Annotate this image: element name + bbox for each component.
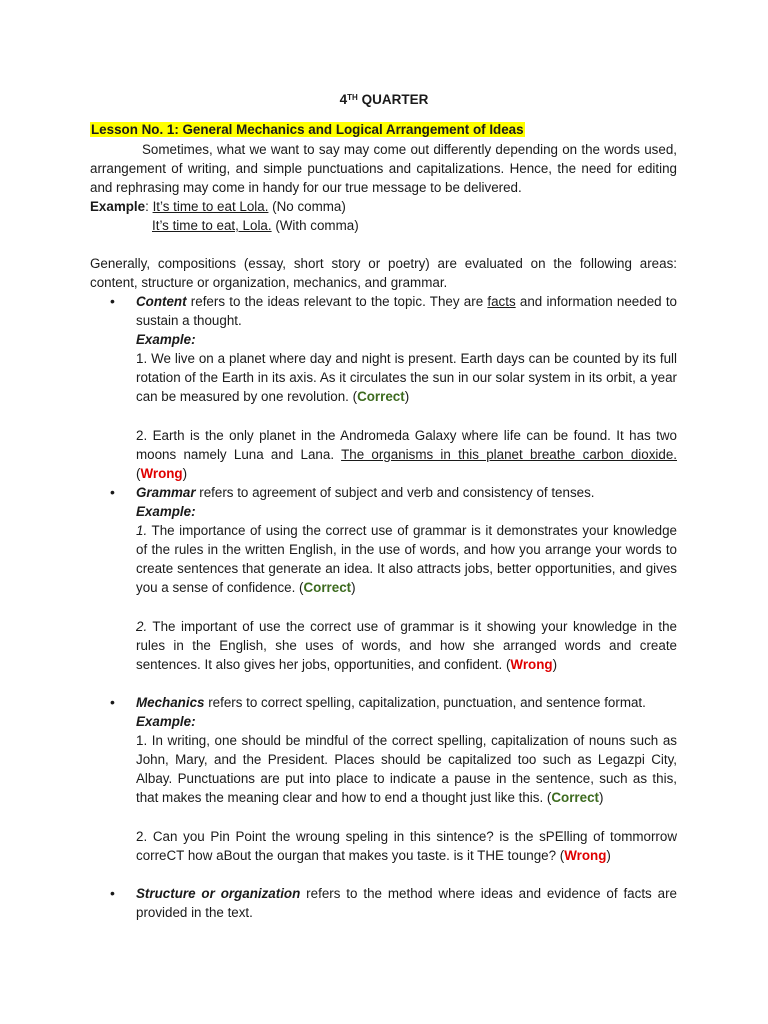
example-no-comma: It’s time to eat Lola. bbox=[152, 199, 269, 214]
title-text: QUARTER bbox=[361, 92, 429, 107]
example-with-comma-note: (With comma) bbox=[275, 218, 359, 233]
example-label: Example bbox=[90, 199, 146, 214]
wrong-label: Wrong bbox=[140, 466, 183, 481]
content-ex2-underlined: The organisms in this planet breathe carbon dioxide. bbox=[341, 447, 677, 462]
example-with-comma: It’s time to eat, Lola. bbox=[152, 218, 272, 233]
grammar-example-1 bbox=[136, 521, 677, 597]
content-example-1 bbox=[136, 349, 677, 406]
bullet-icon: • bbox=[110, 293, 115, 309]
grammar-example-2 bbox=[136, 617, 677, 674]
mechanics-term: Mechanics bbox=[136, 695, 205, 710]
content-def-underlined: facts bbox=[487, 294, 516, 309]
structure-term: Structure or organization bbox=[136, 886, 301, 901]
grammar-def: refers to agreement of subject and verb and consistency of tenses. bbox=[195, 485, 595, 500]
wrong-label: Wrong bbox=[510, 657, 553, 672]
content-def-b: and information needed to sustain a thought. bbox=[136, 294, 677, 328]
mechanics-ex1-text: 1. In writing, one should be mindful of the correct spelling, capitalization of nouns such as John, Mary, and the President. Places should be capitalized too such as Legazpi City, Albay. Punctuations are put into place to indicate a pause in the sentence, such as this, that makes the meaning clear and how to end a thought just like this. ( bbox=[136, 733, 677, 805]
content-term: Content bbox=[136, 294, 187, 309]
bullet-icon: • bbox=[110, 694, 115, 710]
wrong-label: Wrong bbox=[564, 848, 607, 863]
title-number: 4 bbox=[339, 92, 348, 107]
general-paragraph: Generally, compositions (essay, short story or poetry) are evaluated on the following areas: content, structure or organization, mechanics, and grammar. bbox=[90, 256, 677, 290]
grammar-ex1-text: The importance of using the correct use of grammar is it demonstrates your knowledge of the rules in the written English, in the use of words, and how you arrange your words to create sentences that generate an idea. It also attracts jobs, better opportunities, and gives you a sense of confidence. ( bbox=[136, 523, 677, 595]
content-ex1-text: 1. We live on a planet where day and night is present. Earth days can be counted by its full rotation of the Earth in its axis. As it circulates the sun in our solar system in its orbit, a year can be measured by one revolution. ( bbox=[136, 351, 677, 404]
grammar-ex2-text: The important of use the correct use of grammar is it showing your knowledge in the rules in the English, she uses of words, and how she arranged words and create sentences. It also gives her jobs, opportunities, and confident. ( bbox=[136, 619, 677, 672]
close-paren: ) bbox=[552, 657, 558, 672]
title-superscript: TH bbox=[347, 93, 358, 102]
grammar-example-label: Example: bbox=[136, 504, 196, 519]
mechanics-example-label: Example: bbox=[136, 714, 196, 729]
structure-def: refers to the method where ideas and evidence of facts are provided in the text. bbox=[136, 886, 677, 920]
close-paren: ) bbox=[404, 389, 410, 404]
example-line-1 bbox=[90, 197, 346, 216]
bullet-icon: • bbox=[110, 484, 115, 500]
close-paren: ) bbox=[606, 848, 611, 863]
mechanics-example-1 bbox=[136, 731, 677, 807]
mechanics-definition bbox=[136, 693, 677, 712]
content-example-label: Example: bbox=[136, 332, 196, 347]
grammar-term: Grammar bbox=[136, 485, 196, 500]
grammar-ex2-number: 2. bbox=[136, 619, 148, 634]
correct-label: Correct bbox=[357, 389, 405, 404]
correct-label: Correct bbox=[303, 580, 352, 595]
content-ex2-open: ( bbox=[136, 466, 141, 481]
mechanics-def: refers to correct spelling, capitalization, punctuation, and sentence format. bbox=[204, 695, 646, 710]
mechanics-example-2 bbox=[136, 827, 677, 865]
example-colon: : bbox=[145, 199, 149, 214]
mechanics-ex2-text: 2. Can you Pin Point the wroung speling in this sintence? is the sPElling of tommorrow correCT how aBout the ourgan that makes you taste. is it THE tounge? ( bbox=[136, 829, 677, 863]
close-paren: ) bbox=[182, 466, 188, 481]
content-ex2-text: 2. Earth is the only planet in the Andromeda Galaxy where life can be found. It has two moons namely Luna and Lana. bbox=[136, 428, 677, 462]
grammar-ex1-number: 1. bbox=[136, 523, 148, 538]
page-title bbox=[0, 92, 768, 107]
correct-label: Correct bbox=[551, 790, 599, 805]
content-example-2 bbox=[136, 426, 677, 483]
content-def-a: refers to the ideas relevant to the topic. They are bbox=[186, 294, 488, 309]
intro-paragraph: Sometimes, what we want to say may come out differently depending on the words used, arrangement of writing, and simple punctuations and capitalizations. Hence, the need for editing and rephrasing may come in handy for our true message to be delivered. bbox=[90, 142, 677, 195]
lesson-heading: Lesson No. 1: General Mechanics and Logical Arrangement of Ideas bbox=[91, 122, 524, 137]
close-paren: ) bbox=[599, 790, 604, 805]
bullet-icon: • bbox=[110, 885, 115, 901]
close-paren: ) bbox=[351, 580, 356, 595]
example-line-2 bbox=[152, 216, 359, 235]
example-no-comma-note: (No comma) bbox=[272, 199, 346, 214]
grammar-definition bbox=[136, 483, 677, 502]
structure-definition bbox=[136, 884, 677, 922]
content-definition bbox=[136, 292, 677, 330]
